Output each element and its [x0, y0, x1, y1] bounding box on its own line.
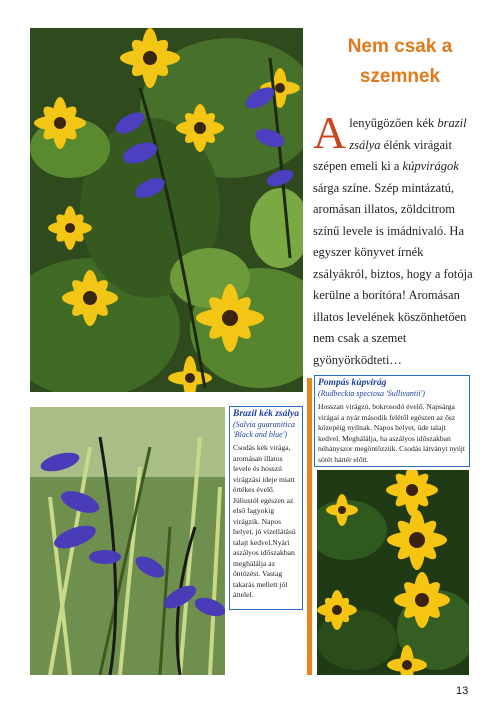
intro-emphasis-2: kúpvirágok	[402, 159, 459, 173]
intro-text-1: lenyűgözően kék	[349, 116, 438, 130]
divider-line	[307, 378, 312, 675]
box-subtitle: (Salvia guaranitica 'Black and blue')	[233, 420, 295, 439]
info-box-brazil-salvia	[229, 406, 303, 610]
title-line-1: Nem csak a	[347, 36, 453, 57]
photo-rudbeckia	[317, 470, 469, 675]
box-title: Brazil kék zsálya	[233, 409, 299, 419]
title-line-2: szemnek	[359, 66, 441, 87]
intro-emphasis-1: brazil zsálya	[349, 116, 467, 152]
page-title	[310, 32, 490, 92]
intro-text-3: sárga színe. Szép mintázatú, aromásan illatos, zöldcitrom színű levele is imádnivaló. Ha egyszer könyvet írnék zsályákról, biztos, hogy a fotója kerülne a borítóra! Aromásan illatos levelének köszönhetően nem csak a szemet gyönyörködteti…	[313, 180, 473, 367]
info-box-rudbeckia	[314, 375, 470, 467]
photo-salvia-rudbeckia	[30, 28, 303, 392]
intro-text-2: élénk virágait szépen emeli ki a	[313, 137, 452, 173]
dropcap: A	[313, 107, 347, 158]
intro-paragraph	[313, 107, 473, 371]
box-subtitle: (Rudbeckia speciosa 'Sullivantii')	[318, 389, 425, 398]
box-text: Hosszan virágzó, bokrosodó évelő. Napsárga virágai a nyár második felétől egészen az ősz közepéig nyílnak. Napos helyet, üde talajt kedvel. Meghálálja, ha aszályos időszakban néhányszor megöntözzük. Csodás látványt nyújt sötét háttér előtt.	[318, 402, 465, 464]
box-title: Pompás kúpvirág	[318, 378, 387, 388]
box-text: Csodás kék virága, aromásan illatos levele és hosszú virágzási ideje miatt értékes évelő. Júliustól egészen az első fagyokig virágzik. Napos helyet, jó vízellátású talajt kedvel.Nyári aszályos időszakban meghálálja az öntözést. Vastag takarás mellett jól áttelel.	[233, 443, 296, 599]
page-number: 13	[456, 685, 469, 697]
photo-salvia	[30, 407, 225, 675]
